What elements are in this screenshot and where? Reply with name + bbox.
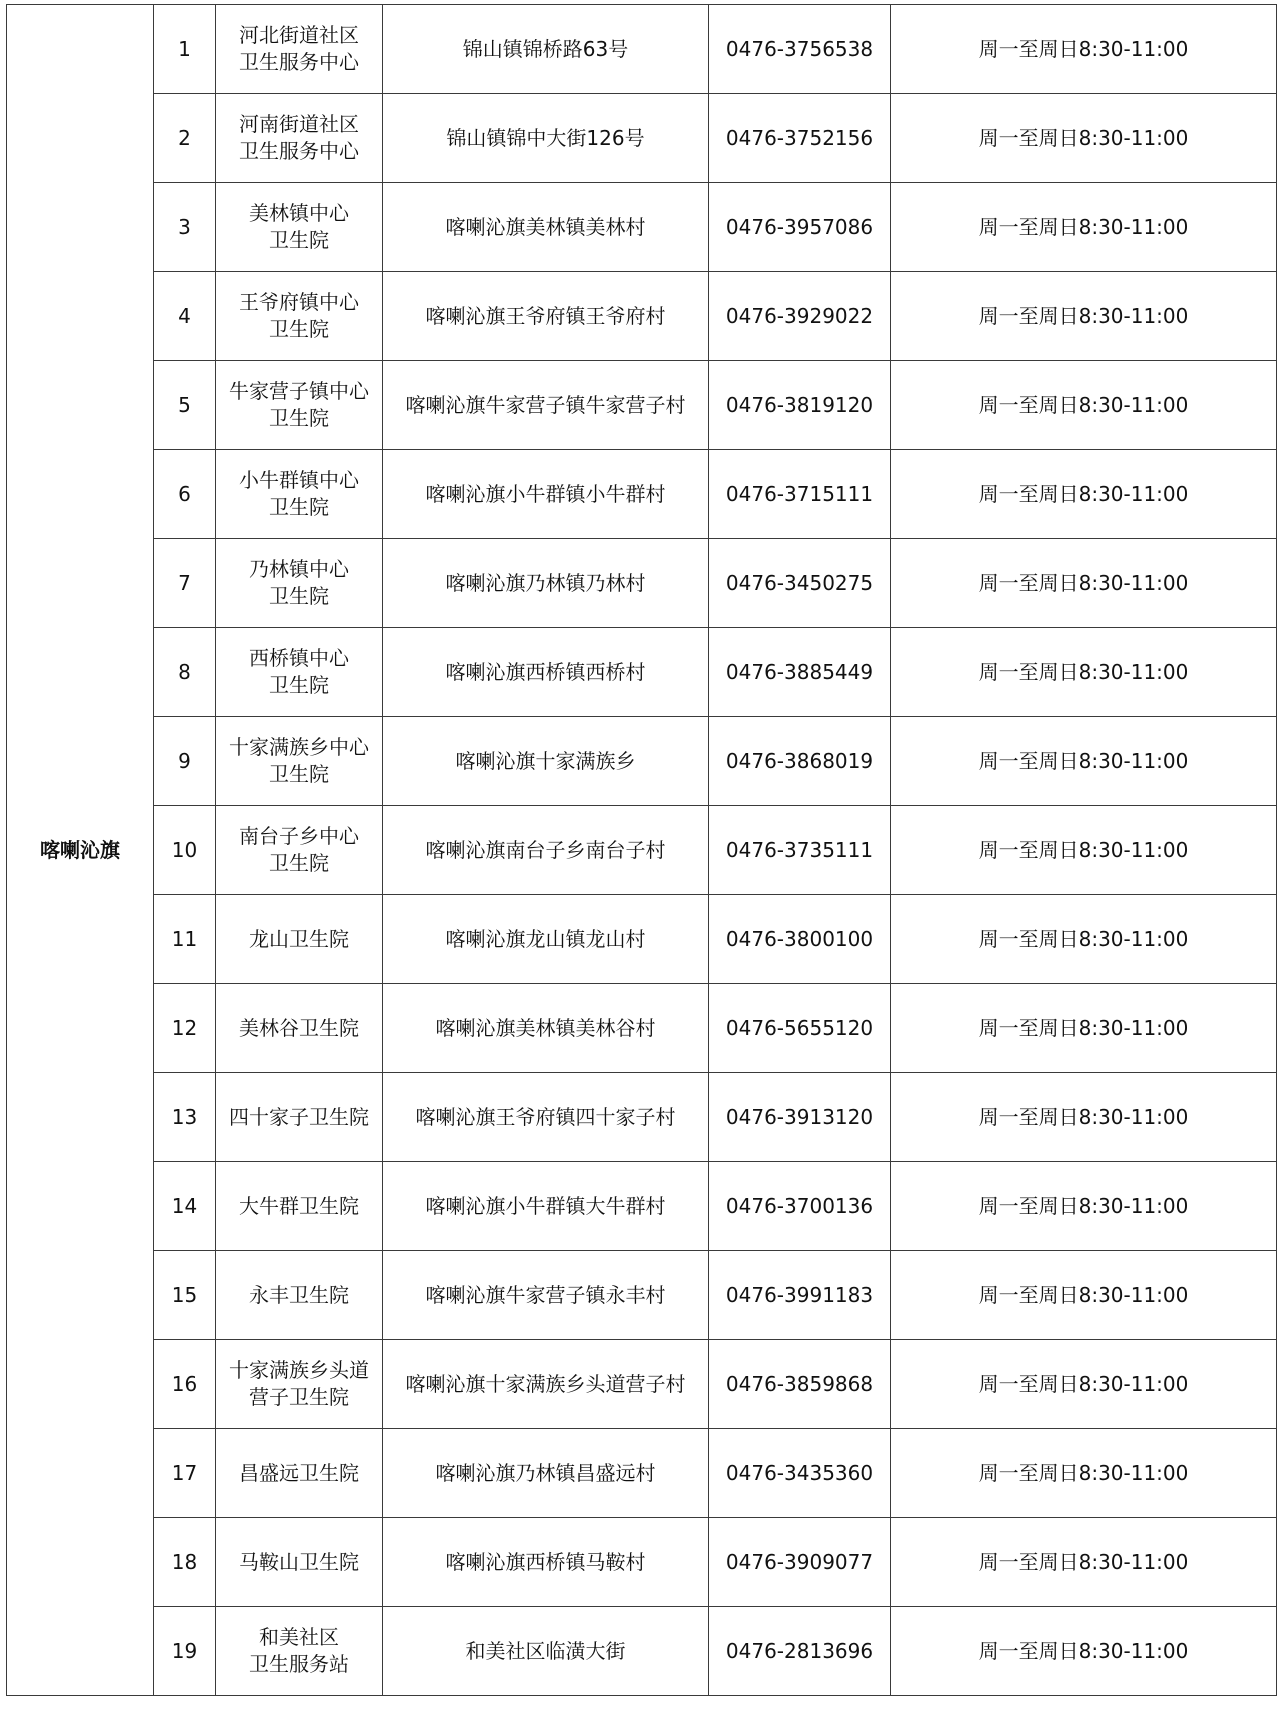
table-row: [7, 1073, 1277, 1162]
hours-cell: 周一至周日8:30-11:00: [891, 361, 1277, 450]
clinic-name-cell: 四十家子卫生院: [216, 1073, 383, 1162]
row-number-cell: 5: [154, 361, 216, 450]
phone-cell: 0476-3868019: [709, 717, 891, 806]
table-row: [7, 1340, 1277, 1429]
row-number-cell: 19: [154, 1607, 216, 1696]
table-row: [7, 1251, 1277, 1340]
phone-cell: 0476-3435360: [709, 1429, 891, 1518]
hours-cell: 周一至周日8:30-11:00: [891, 1429, 1277, 1518]
table-row: [7, 984, 1277, 1073]
hours-cell: 周一至周日8:30-11:00: [891, 5, 1277, 94]
table-row: [7, 450, 1277, 539]
clinic-name-cell: 王爷府镇中心 卫生院: [216, 272, 383, 361]
row-number-cell: 10: [154, 806, 216, 895]
clinic-name-cell: 和美社区 卫生服务站: [216, 1607, 383, 1696]
hours-cell: 周一至周日8:30-11:00: [891, 984, 1277, 1073]
table-row: [7, 806, 1277, 895]
address-cell: 锦山镇锦中大街126号: [383, 94, 709, 183]
address-cell: 喀喇沁旗乃林镇乃林村: [383, 539, 709, 628]
phone-cell: 0476-3929022: [709, 272, 891, 361]
clinic-table-body: [7, 5, 1277, 1696]
table-row: [7, 628, 1277, 717]
address-cell: 喀喇沁旗西桥镇马鞍村: [383, 1518, 709, 1607]
row-number-cell: 8: [154, 628, 216, 717]
address-cell: 喀喇沁旗牛家营子镇牛家营子村: [383, 361, 709, 450]
address-cell: 喀喇沁旗西桥镇西桥村: [383, 628, 709, 717]
table-row: [7, 717, 1277, 806]
clinic-name-cell: 昌盛远卫生院: [216, 1429, 383, 1518]
row-number-cell: 16: [154, 1340, 216, 1429]
address-cell: 喀喇沁旗王爷府镇四十家子村: [383, 1073, 709, 1162]
clinic-name-cell: 美林谷卫生院: [216, 984, 383, 1073]
clinic-name-cell: 西桥镇中心 卫生院: [216, 628, 383, 717]
phone-cell: 0476-3819120: [709, 361, 891, 450]
phone-cell: 0476-3715111: [709, 450, 891, 539]
phone-cell: 0476-3700136: [709, 1162, 891, 1251]
row-number-cell: 2: [154, 94, 216, 183]
row-number-cell: 11: [154, 895, 216, 984]
clinic-name-cell: 小牛群镇中心 卫生院: [216, 450, 383, 539]
address-cell: 锦山镇锦桥路63号: [383, 5, 709, 94]
hours-cell: 周一至周日8:30-11:00: [891, 1251, 1277, 1340]
address-cell: 喀喇沁旗十家满族乡头道营子村: [383, 1340, 709, 1429]
hours-cell: 周一至周日8:30-11:00: [891, 628, 1277, 717]
address-cell: 喀喇沁旗十家满族乡: [383, 717, 709, 806]
table-row: [7, 5, 1277, 94]
clinic-name-cell: 十家满族乡中心 卫生院: [216, 717, 383, 806]
phone-cell: 0476-2813696: [709, 1607, 891, 1696]
hours-cell: 周一至周日8:30-11:00: [891, 1340, 1277, 1429]
clinic-name-cell: 乃林镇中心 卫生院: [216, 539, 383, 628]
hours-cell: 周一至周日8:30-11:00: [891, 539, 1277, 628]
phone-cell: 0476-3909077: [709, 1518, 891, 1607]
hours-cell: 周一至周日8:30-11:00: [891, 94, 1277, 183]
table-row: [7, 539, 1277, 628]
clinic-name-cell: 马鞍山卫生院: [216, 1518, 383, 1607]
hours-cell: 周一至周日8:30-11:00: [891, 1073, 1277, 1162]
row-number-cell: 3: [154, 183, 216, 272]
row-number-cell: 15: [154, 1251, 216, 1340]
row-number-cell: 17: [154, 1429, 216, 1518]
row-number-cell: 1: [154, 5, 216, 94]
address-cell: 喀喇沁旗小牛群镇大牛群村: [383, 1162, 709, 1251]
table-row: [7, 1518, 1277, 1607]
table-row: [7, 361, 1277, 450]
hours-cell: 周一至周日8:30-11:00: [891, 717, 1277, 806]
clinic-name-cell: 河南街道社区 卫生服务中心: [216, 94, 383, 183]
clinic-name-cell: 牛家营子镇中心 卫生院: [216, 361, 383, 450]
address-cell: 喀喇沁旗美林镇美林村: [383, 183, 709, 272]
row-number-cell: 12: [154, 984, 216, 1073]
address-cell: 喀喇沁旗南台子乡南台子村: [383, 806, 709, 895]
hours-cell: 周一至周日8:30-11:00: [891, 272, 1277, 361]
hours-cell: 周一至周日8:30-11:00: [891, 1607, 1277, 1696]
row-number-cell: 6: [154, 450, 216, 539]
hours-cell: 周一至周日8:30-11:00: [891, 806, 1277, 895]
table-row: [7, 1429, 1277, 1518]
address-cell: 喀喇沁旗龙山镇龙山村: [383, 895, 709, 984]
hours-cell: 周一至周日8:30-11:00: [891, 183, 1277, 272]
phone-cell: 0476-3752156: [709, 94, 891, 183]
phone-cell: 0476-3735111: [709, 806, 891, 895]
table-row: [7, 1607, 1277, 1696]
row-number-cell: 4: [154, 272, 216, 361]
clinic-name-cell: 河北街道社区 卫生服务中心: [216, 5, 383, 94]
clinic-name-cell: 永丰卫生院: [216, 1251, 383, 1340]
row-number-cell: 18: [154, 1518, 216, 1607]
clinic-table: [6, 4, 1277, 1696]
phone-cell: 0476-3885449: [709, 628, 891, 717]
phone-cell: 0476-3957086: [709, 183, 891, 272]
table-row: [7, 183, 1277, 272]
table-row: [7, 272, 1277, 361]
phone-cell: 0476-3450275: [709, 539, 891, 628]
phone-cell: 0476-3991183: [709, 1251, 891, 1340]
address-cell: 和美社区临潢大街: [383, 1607, 709, 1696]
hours-cell: 周一至周日8:30-11:00: [891, 1162, 1277, 1251]
table-row: [7, 1162, 1277, 1251]
clinic-name-cell: 美林镇中心 卫生院: [216, 183, 383, 272]
phone-cell: 0476-3859868: [709, 1340, 891, 1429]
phone-cell: 0476-3756538: [709, 5, 891, 94]
clinic-name-cell: 龙山卫生院: [216, 895, 383, 984]
phone-cell: 0476-5655120: [709, 984, 891, 1073]
address-cell: 喀喇沁旗牛家营子镇永丰村: [383, 1251, 709, 1340]
hours-cell: 周一至周日8:30-11:00: [891, 1518, 1277, 1607]
phone-cell: 0476-3800100: [709, 895, 891, 984]
clinic-name-cell: 南台子乡中心 卫生院: [216, 806, 383, 895]
row-number-cell: 9: [154, 717, 216, 806]
clinic-name-cell: 大牛群卫生院: [216, 1162, 383, 1251]
table-row: [7, 94, 1277, 183]
district-cell: 喀喇沁旗: [7, 5, 154, 1696]
hours-cell: 周一至周日8:30-11:00: [891, 450, 1277, 539]
row-number-cell: 7: [154, 539, 216, 628]
address-cell: 喀喇沁旗小牛群镇小牛群村: [383, 450, 709, 539]
table-row: [7, 895, 1277, 984]
address-cell: 喀喇沁旗乃林镇昌盛远村: [383, 1429, 709, 1518]
phone-cell: 0476-3913120: [709, 1073, 891, 1162]
address-cell: 喀喇沁旗王爷府镇王爷府村: [383, 272, 709, 361]
address-cell: 喀喇沁旗美林镇美林谷村: [383, 984, 709, 1073]
hours-cell: 周一至周日8:30-11:00: [891, 895, 1277, 984]
row-number-cell: 13: [154, 1073, 216, 1162]
row-number-cell: 14: [154, 1162, 216, 1251]
clinic-name-cell: 十家满族乡头道 营子卫生院: [216, 1340, 383, 1429]
